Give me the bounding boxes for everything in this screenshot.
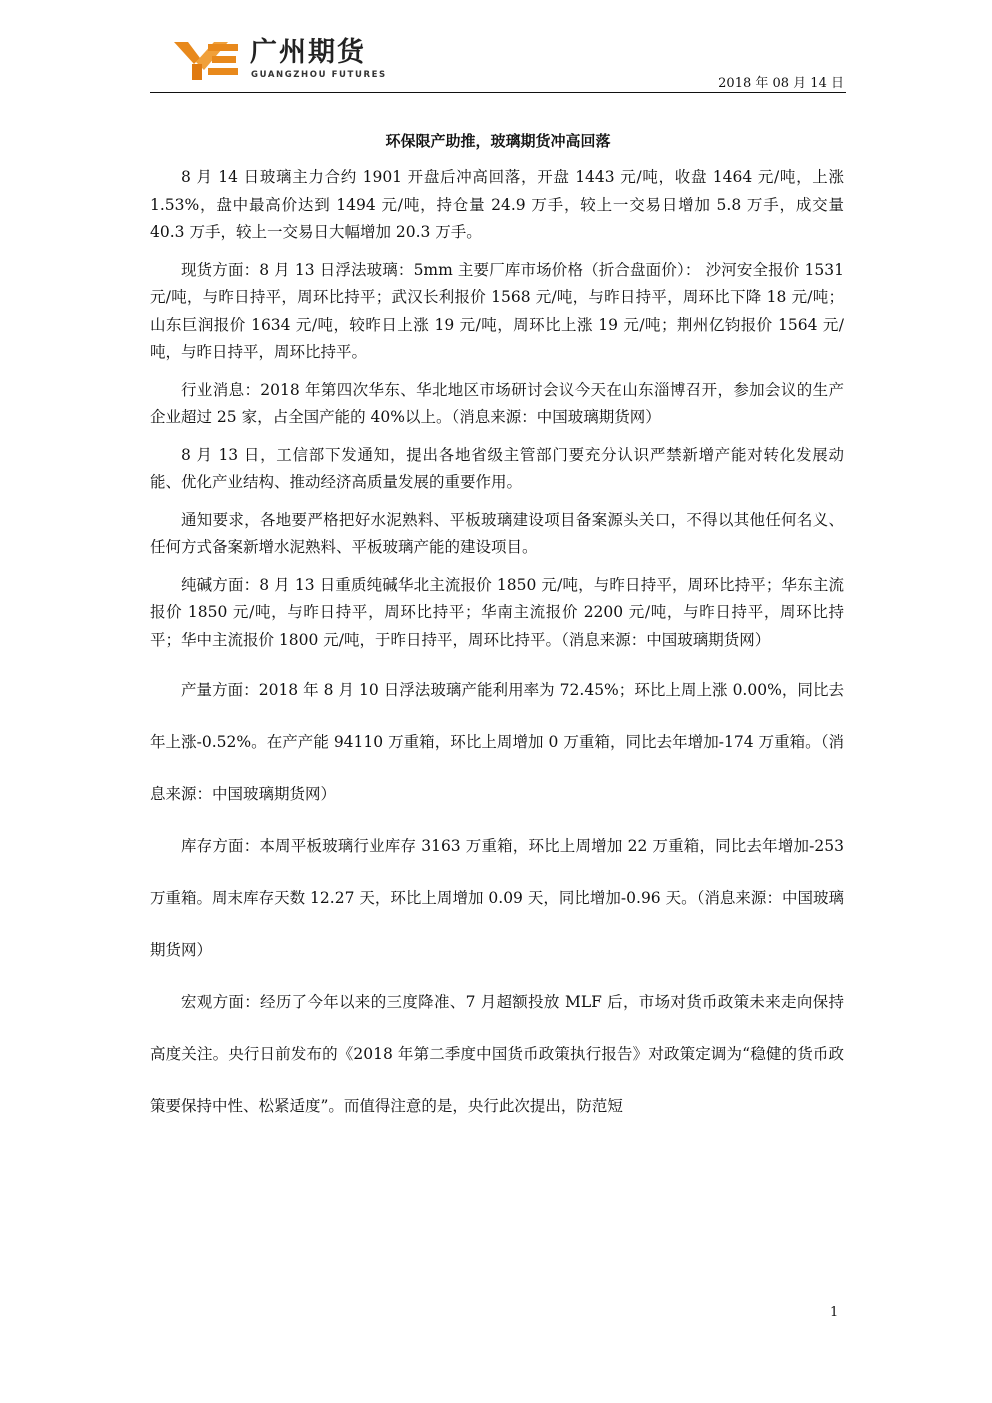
report-date: 2018 年 08 月 14 日 — [718, 76, 844, 91]
paragraph-market-summary: 8 月 14 日玻璃主力合约 1901 开盘后冲高回落，开盘 1443 元/吨，收盘 1464 元/吨，上涨 1.53%，盘中最高价达到 1494 元/吨，持仓量 24.9 万手，较上一交易日增加 5.8 万手，成交量 40.3 万手，较上一交易日大幅增加 20.3 万手。 — [150, 168, 844, 241]
paragraph-industry-news: 行业消息：2018 年第四次华东、华北地区市场研讨会议今天在山东淄博召开，参加会议的生产企业超过 25 家，占全国产能的 40%以上。（消息来源：中国玻璃期货网） — [150, 380, 844, 426]
paragraph-inventory: 库存方面：本周平板玻璃行业库存 3163 万重箱，环比上周增加 22 万重箱，同比去年增加-253 万重箱。周末库存天数 12.27 天，环比上周增加 0.09 天，同比增加-0.96 天。（消息来源：中国玻璃期货网） — [150, 837, 844, 959]
page-number: 1 — [830, 1305, 839, 1320]
company-logo — [174, 38, 394, 86]
paragraph-soda-ash: 纯碱方面：8 月 13 日重质纯碱华北主流报价 1850 元/吨，与昨日持平，周环比持平；华东主流报价 1850 元/吨，与昨日持平，周环比持平；华南主流报价 2200 元/吨，与昨日持平，周环比持平；华中主流报价 1800 元/吨，于昨日持平，周环比持平。（消息来源：中国玻璃期货网） — [150, 575, 844, 649]
page-header — [150, 38, 846, 94]
paragraph-miit-notice: 8 月 13 日，工信部下发通知，提出各地省级主管部门要充分认识严禁新增产能对转化发展动能、优化产业结构、推动经济高质量发展的重要作用。 — [150, 445, 844, 491]
guangzhou-futures-logo-icon — [174, 40, 240, 80]
header-divider — [150, 92, 846, 93]
logo-text-en: GUANGZHOU FUTURES — [251, 70, 387, 80]
paragraph-output: 产量方面：2018 年 8 月 10 日浮法玻璃产能利用率为 72.45%；环比上周上涨 0.00%，同比去年上涨-0.52%。在产产能 94110 万重箱，环比上周增加 0 万重箱，同比去年增加-174 万重箱。（消息来源：中国玻璃期货网） — [150, 681, 844, 803]
paragraph-notice-requirements: 通知要求，各地要严格把好水泥熟料、平板玻璃建设项目备案源头关口，不得以其他任何名义、任何方式备案新增水泥熟料、平板玻璃产能的建设项目。 — [150, 510, 844, 556]
paragraph-spot: 现货方面：8 月 13 日浮法玻璃：5mm 主要厂库市场价格（折合盘面价）： 沙河安全报价 1531 元/吨，与昨日持平，周环比持平；武汉长利报价 1568 元/吨，与昨日持平，周环比下降 18 元/吨；山东巨润报价 1634 元/吨，较昨日上涨 19 元/吨，周环比上涨 19 元/吨；荆州亿钧报价 1564 元/吨，与昨日持平，周环比持平。 — [150, 260, 844, 361]
paragraph-macro: 宏观方面：经历了今年以来的三度降准、7 月超额投放 MLF 后，市场对货币政策未来走向保持高度关注。央行日前发布的《2018 年第二季度中国货币政策执行报告》对政策定调为“稳健的货币政策要保持中性、松紧适度”。而值得注意的是，央行此次提出，防范短 — [150, 993, 844, 1115]
article-body — [150, 164, 844, 1132]
logo-text-cn: 广州期货 — [250, 37, 366, 68]
article-title: 环保限产助推，玻璃期货冲高回落 — [385, 132, 611, 150]
